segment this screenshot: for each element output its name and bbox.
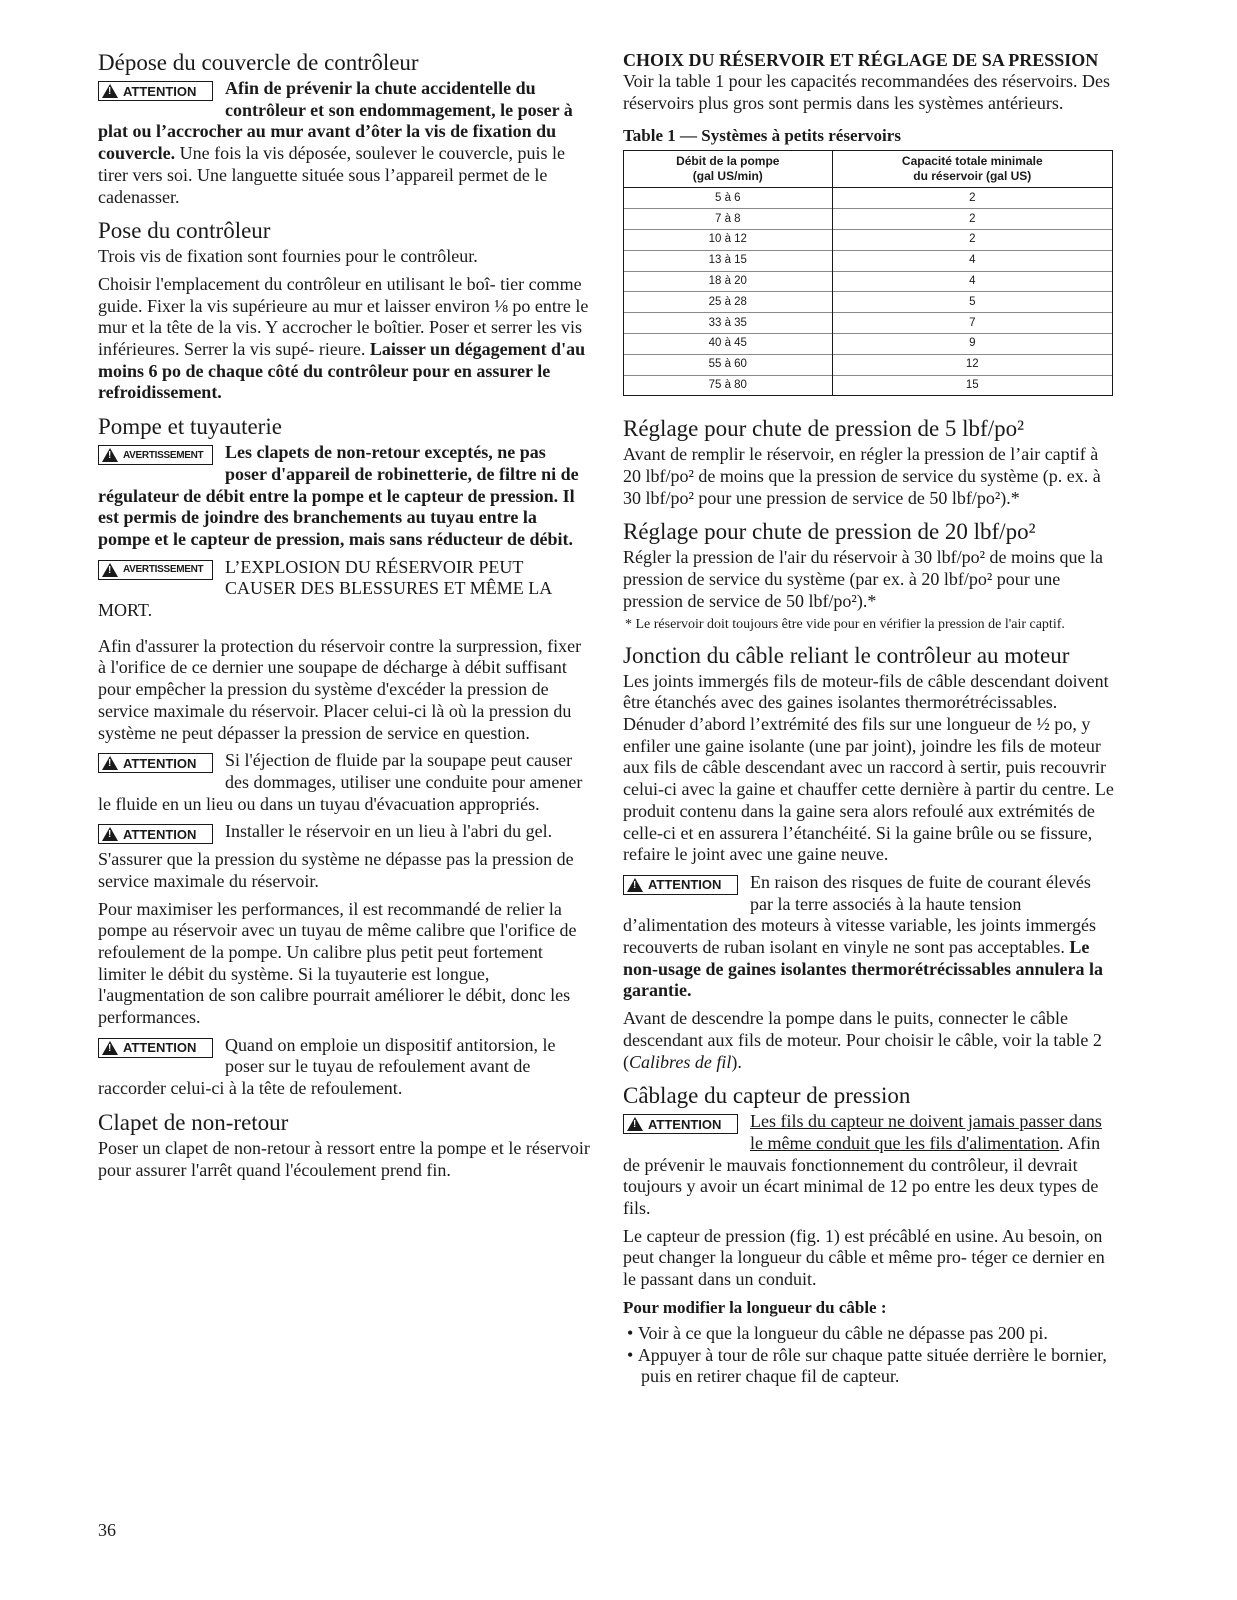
list-item: • Appuyer à tour de rôle sur chaque patte située derrière le bornier, puis en retirer chaque fil de capteur. xyxy=(627,1344,1107,1387)
paragraph: Trois vis de fixation sont fournies pour le contrôleur. xyxy=(98,246,478,267)
left-column xyxy=(98,50,590,1187)
warning-triangle-icon xyxy=(102,827,118,841)
footnote: * Le réservoir doit toujours être vide pour en vérifier la pression de l'air captif. xyxy=(625,616,1065,632)
heading-depose-couvercle: Dépose du couvercle de contrôleur xyxy=(98,50,419,75)
paragraph: Avant de remplir le réservoir, en régler la pression de l’air captif à 20 lbf/po² de moins que la pression de service du système (p. ex. à 30 lbf/po² pour une pression de service de 50 lbf/po²).* xyxy=(623,444,1101,508)
warning-text: Les clapets de non-retour exceptés, ne pas poser d'appareil de robinetterie, de filtre ni de régulateur de débit entre la pompe et le capteur de pression. Il est permis de joindre des branchements au tuyau entre la pompe et le capteur de pression, mais sans réducteur de débit. xyxy=(98,442,579,549)
table-row: 55 à 60 12 xyxy=(624,354,1113,375)
paragraph: Le capteur de pression (fig. 1) est précâblé en usine. Au besoin, on peut changer la longueur du câble et même pro- téger ce dernier en le passant dans un conduit. xyxy=(623,1225,1105,1290)
table-row: 10 à 12 2 xyxy=(624,230,1113,251)
paragraph: Les joints immergés fils de moteur-fils de câble descendant doivent être étanchés avec des gaines isolantes thermorétrécissables. Dénuder d’abord l’extrémité des fils sur une longueur de ½ po, y enfiler une gaine isolante (une par joint), joindre les fils de moteur aux fils de câble descendant avec un raccord à sertir, puis recouvrir celui-ci avec la gaine et chauffer cette dernière à partir du centre. Le produit contenu dans la gaine sera alors refoulé aux extrémités de celle-ci et en assurera l’étanchéité. Si la gaine brûle ou se fissure, refaire le joint avec une gaine neuve. xyxy=(623,670,1114,865)
right-column xyxy=(623,50,1115,1388)
paragraph: Afin de prévenir la chute accidentelle du contrôleur et son endommagement, le poser à plat ou l’accrocher au mur avant d’ôter la vis de fixation du couvercle. Une fois la vis déposée, soulever le couvercle, puis le tirer vers soi. Une languette située sous l’appareil permet de le cadenasser. xyxy=(98,78,573,207)
heading-clapet: Clapet de non-retour xyxy=(98,1109,289,1135)
heading-cablage-capteur: Câblage du capteur de pression xyxy=(623,1083,911,1109)
table-row: 13 à 15 4 xyxy=(624,250,1113,271)
warning-text: L’EXPLOSION DU RÉSERVOIR PEUT CAUSER DES BLESSURES ET MÊME LA MORT. xyxy=(98,556,552,621)
warning-triangle-icon xyxy=(102,563,118,577)
paragraph: Choisir l'emplacement du contrôleur en utilisant le boî- tier comme guide. Fixer la vis supérieure au mur et laisser environ ⅛ po entre le mur et la tête de la vis. Y accrocher le boîtier. Poser et serrer les vis inférieures. Serrer la vis supé- rieure. Laisser un dégagement d'au moins 6 po de chaque côté du contrôleur pour en assurer le refroidissement. xyxy=(98,273,589,403)
table-caption: Table 1 — Systèmes à petits réservoirs xyxy=(623,126,901,146)
attention-text: Les fils du capteur ne doivent jamais passer dans le même conduit que les fils d'alimentation. Afin de prévenir le mauvais fonctionnement du contrôleur, il devrait toujours y avoir un écart minimal de 12 po entre les deux types de fils. xyxy=(623,1111,1102,1219)
attention-badge: ! ATTENTION xyxy=(98,81,213,101)
warning-triangle-icon xyxy=(102,756,118,770)
warning-triangle-icon xyxy=(627,1117,643,1131)
page-number: 36 xyxy=(98,1520,116,1540)
attention-text: Installer le réservoir en un lieu à l'abri du gel. xyxy=(225,821,553,842)
bullet-list xyxy=(623,1323,1115,1388)
warning-triangle-icon xyxy=(102,84,118,98)
attention-text: Si l'éjection de fluide par la soupape peut causer des dommages, utiliser une conduite pour amener le fluide en un lieu ou dans un tuyau d'évacuation appropriés. xyxy=(98,750,583,814)
paragraph: Avant de descendre la pompe dans le puits, connecter le câble descendant aux fils de moteur. Pour choisir le câble, voir la table 2 (Calibres de fil). xyxy=(623,1008,1102,1072)
attention-text: En raison des risques de fuite de courant élevés par la terre associés à la haute tension d’alimentation des moteurs à vitesse variable, les joints immergés recouverts de ruban isolant en vinyle ne sont pas acceptables. Le non-usage de gaines isolantes thermorétrécissables annulera la garantie. xyxy=(623,871,1103,1001)
table-1 xyxy=(623,150,1113,396)
subheading: Pour modifier la longueur du câble : xyxy=(623,1297,887,1317)
table-row: 18 à 20 4 xyxy=(624,271,1113,292)
attention-badge: ! ATTENTION xyxy=(98,1038,213,1058)
attention-badge: ! ATTENTION xyxy=(98,824,213,844)
paragraph: Poser un clapet de non-retour à ressort entre la pompe et le réservoir pour assurer l'arrêt quand l'écoulement prend fin. xyxy=(98,1137,590,1180)
paragraph: Afin d'assurer la protection du réservoir contre la surpression, fixer à l'orifice de ce dernier une soupape de décharge à débit suffisant pour empêcher la pression du système d'excéder la pression de service maximale du réservoir. Placer celui-ci là où la pression du système ne peut dépasser la pression de service en question. xyxy=(98,635,582,743)
table-row: 33 à 35 7 xyxy=(624,313,1113,334)
list-item: • Voir à ce que la longueur du câble ne dépasse pas 200 pi. xyxy=(627,1322,1048,1343)
paragraph: S'assurer que la pression du système ne dépasse pas la pression de service maximale du réservoir. xyxy=(98,849,574,891)
attention-badge: ! ATTENTION xyxy=(98,753,213,773)
table-header: Débit de la pompe (gal US/min) xyxy=(624,151,833,188)
heading-jonction-cable: Jonction du câble reliant le contrôleur au moteur xyxy=(623,642,1070,668)
table-row: 75 à 80 15 xyxy=(624,375,1113,396)
avertissement-badge: ! AVERTISSEMENT xyxy=(98,560,213,580)
heading-reglage-5: Réglage pour chute de pression de 5 lbf/po² xyxy=(623,416,1024,442)
paragraph: Pour maximiser les performances, il est recommandé de relier la pompe au réservoir avec un tuyau de même calibre que l'orifice de refoulement de la pompe. Un calibre plus petit peut fortement limiter le débit du système. Si la tuyauterie est longue, l'augmentation de son calibre pourrait améliorer le débit, donc les performances. xyxy=(98,898,577,1028)
table-row: 25 à 28 5 xyxy=(624,292,1113,313)
paragraph: Régler la pression de l'air du réservoir à 30 lbf/po² de moins que la pression de service du système (par ex. à 20 lbf/po² pour une pression de service de 50 lbf/po²).* xyxy=(623,547,1104,611)
attention-text: Quand on emploie un dispositif antitorsion, le poser sur le tuyau de refoulement avant de raccorder celui-ci à la tête de refoulement. xyxy=(98,1034,556,1099)
attention-badge: ! ATTENTION xyxy=(623,1114,738,1134)
warning-triangle-icon xyxy=(102,448,118,462)
table-row: 40 à 45 9 xyxy=(624,333,1113,354)
heading-pose-controleur: Pose du contrôleur xyxy=(98,218,271,244)
avertissement-badge: ! AVERTISSEMENT xyxy=(98,445,213,465)
warning-triangle-icon xyxy=(627,878,643,892)
table-header: Capacité totale minimale du réservoir (gal US) xyxy=(832,151,1112,188)
heading-reglage-20: Réglage pour chute de pression de 20 lbf/po² xyxy=(623,519,1036,545)
paragraph: Voir la table 1 pour les capacités recommandées des réservoirs. Des réservoirs plus gros sont permis dans les systèmes antérieurs. xyxy=(623,71,1110,113)
heading-choix-reservoir: CHOIX DU RÉSERVOIR ET RÉGLAGE DE SA PRESSION xyxy=(623,50,1099,70)
heading-pompe-tuyauterie: Pompe et tuyauterie xyxy=(98,414,282,440)
warning-triangle-icon xyxy=(102,1041,118,1055)
table-row: 5 à 6 2 xyxy=(624,188,1113,209)
attention-badge: ! ATTENTION xyxy=(623,875,738,895)
table-row: 7 à 8 2 xyxy=(624,209,1113,230)
